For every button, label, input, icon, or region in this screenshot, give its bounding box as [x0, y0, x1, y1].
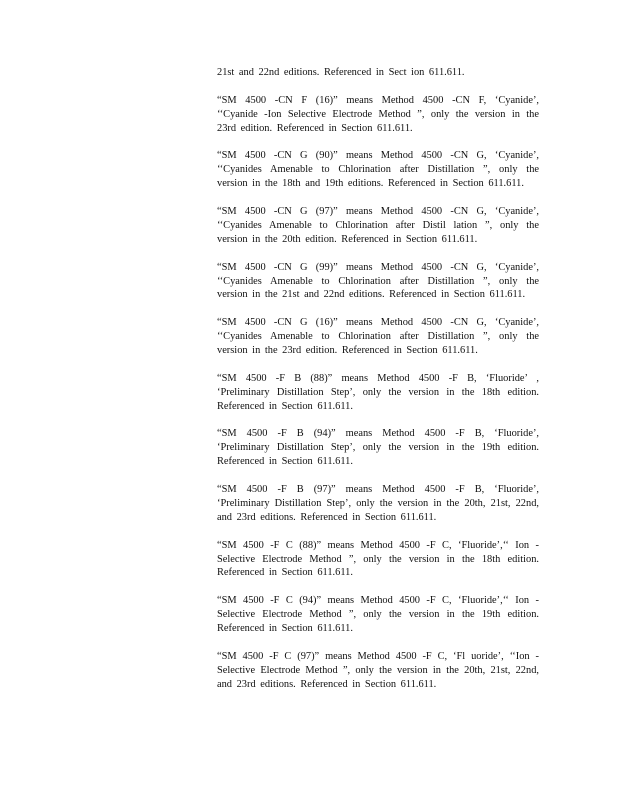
definition-sm-4500-f-c-94: “SM 4500 -F C (94)” means Method 4500 -F C, ‘Fluoride’,‘‘ Ion - Selective Electrode Method ”, only the version in the 19th edition. Referenced in Section 611.611.: [217, 595, 539, 635]
definition-sm-4500-cn-g-99: “SM 4500 -CN G (99)” means Method 4500 -CN G, ‘Cyanide’, ‘‘Cyanides Amenable to Chlorination after Distillation ”, only the version in the 21st and 22nd editions. Referenced in Section 611.611.: [217, 261, 539, 301]
definition-sm-4500-f-b-94: “SM 4500 -F B (94)” means Method 4500 -F B, ‘Fluoride’, ‘Preliminary Distillation Step’, only the version in the 19th edition. Referenced in Section 611.611.: [217, 428, 539, 468]
definition-sm-4500-f-b-88: “SM 4500 -F B (88)” means Method 4500 -F B, ‘Fluoride’ , ‘Preliminary Distillation Step’, only the version in the 18th edition. Referenced in Section 611.611.: [217, 372, 539, 412]
definition-sm-4500-cn-g-97: “SM 4500 -CN G (97)” means Method 4500 -CN G, ‘Cyanide’, ‘‘Cyanides Amenable to Chlorination after Distil lation ”, only the version in the 20th edition. Referenced in Section 611.611.: [217, 206, 539, 245]
definition-sm-4500-f-b-97: “SM 4500 -F B (97)” means Method 4500 -F B, ‘Fluoride’, ‘Preliminary Distillation Step’, only the version in the 20th, 21st, 22nd, and 23rd editions. Referenced in Section 611.611.: [217, 484, 539, 523]
definition-sm-4500-f-c-88: “SM 4500 -F C (88)” means Method 4500 -F C, ‘Fluoride’,‘‘ Ion - Selective Electrode Method ”, only the version in the 18th edition. Referenced in Section 611.611.: [217, 539, 539, 579]
definition-sm-4500-cn-g-90: “SM 4500 -CN G (90)” means Method 4500 -CN G, ‘Cyanide’, ‘‘Cyanides Amenable to Chlorination after Distillation ”, only the version in the 18th and 19th editions. Referenced in Section 611.611.: [217, 150, 539, 190]
definition-sm-4500-cn-f-16: “SM 4500 -CN F (16)” means Method 4500 -CN F, ‘Cyanide’, ‘‘Cyanide -Ion Selective Electrode Method ”, only the version in the 23rd edition. Referenced in Section 611.611.: [217, 94, 539, 134]
definition-sm-4500-cn-g-16: “SM 4500 -CN G (16)” means Method 4500 -CN G, ‘Cyanide’, ‘‘Cyanides Amenable to Chlorination after Distillation ”, only the version in the 23rd edition. Referenced in Section 611.611.: [217, 317, 539, 357]
definition-sm-4500-f-c-97: “SM 4500 -F C (97)” means Method 4500 -F C, ‘Fl uoride’, ‘‘Ion - Selective Electrode Method ”, only the version in the 20th, 21st, 22nd, and 23rd editions. Referenced in Section 611.611.: [217, 650, 539, 690]
paragraph-continuation: 21st and 22nd editions. Referenced in Sect ion 611.611.: [217, 67, 465, 78]
text-column: [217, 66, 539, 706]
